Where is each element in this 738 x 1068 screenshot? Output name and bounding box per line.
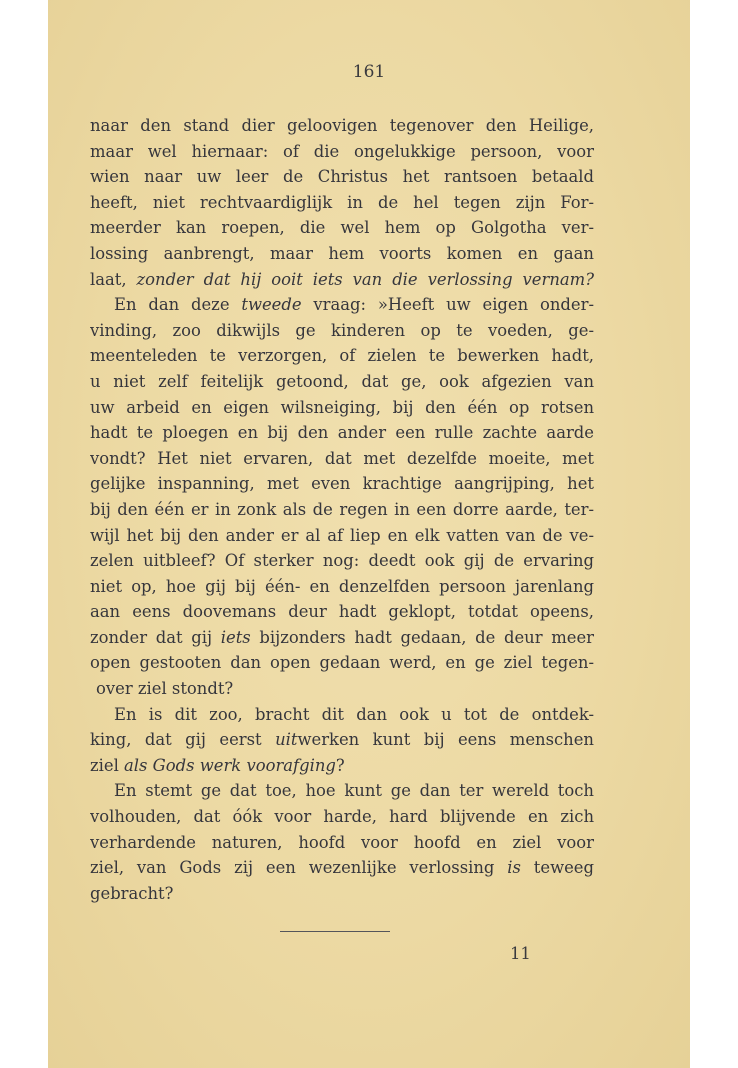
book-page (48, 0, 690, 1068)
text-line (90, 497, 594, 523)
text-run: u niet zelf feitelijk getoond, dat ge, ook afgezien van (90, 371, 594, 391)
text-line (90, 420, 594, 446)
text-run: niet op, hoe gij bij één- en denzelfden persoon jarenlang (90, 576, 594, 596)
text-run: naar den stand dier geloovigen tegenover den Heilige, (90, 116, 594, 135)
text-line (90, 343, 594, 369)
text-line (90, 471, 594, 497)
text-run: lossing aanbrengt, maar hem voorts komen en gaan (90, 243, 594, 263)
text-run: open gestooten dan open gedaan werd, en ge ziel tegen- (90, 653, 594, 673)
italic-text: uit (275, 730, 298, 750)
text-run: ? (335, 755, 345, 775)
text-run: vondt? Het niet ervaren, dat met dezelfde moeite, met (90, 448, 594, 468)
text-line (90, 574, 594, 600)
section-divider (280, 931, 390, 932)
text-line (90, 215, 594, 241)
text-run: meerder kan roepen, die wel hem op Golgotha ver- (90, 218, 594, 238)
text-run: bij den één er in zonk als de regen in een dorre aarde, ter- (90, 499, 594, 519)
text-run: verhardende naturen, hoofd voor hoofd en ziel voor (90, 832, 594, 852)
text-run: wijl het bij den ander er al af liep en elk vatten van de ve- (90, 525, 594, 545)
text-run: wien naar uw leer de Christus het rantsoen betaald (90, 167, 594, 187)
text-run: vraag: »Heeft uw eigen onder- (301, 295, 594, 315)
italic-text: is (507, 858, 521, 878)
text-line (90, 753, 594, 779)
text-run: ziel (90, 755, 125, 775)
text-run: maar wel hiernaar: of die ongelukkige persoon, voor (90, 141, 594, 161)
text-run: vinding, zoo dikwijls ge kinderen op te voeden, ge- (90, 320, 594, 340)
text-line (90, 164, 594, 190)
text-run: zelen uitbleef? Of sterker nog: deedt ook gij de ervaring (90, 551, 594, 571)
text-line (90, 318, 594, 344)
text-line (90, 190, 594, 216)
printer-signature-mark: 11 (510, 944, 531, 963)
text-run: En dan deze (114, 295, 242, 315)
text-run: ziel, van Gods zij een wezenlijke verlossing (90, 858, 508, 878)
text-run: bijzonders hadt gedaan, de deur meer (250, 627, 594, 647)
text-run: gelijke inspanning, met even krachtige aangrijping, het (90, 474, 594, 494)
text-line (90, 548, 594, 574)
text-run: En stemt ge dat toe, hoe kunt ge dan ter wereld toch (114, 781, 594, 801)
text-run: uw arbeid en eigen wilsneiging, bij den één op rotsen (90, 397, 594, 417)
text-line (90, 369, 594, 395)
text-line (90, 676, 594, 702)
text-run: En is dit zoo, bracht dit dan ook u tot de ontdek- (114, 704, 594, 724)
text-run: laat, (90, 269, 137, 289)
text-line (90, 267, 594, 293)
italic-text: als Gods werk voorafging (124, 755, 336, 775)
text-line (90, 881, 594, 907)
text-line (90, 650, 594, 676)
text-line (90, 599, 594, 625)
text-line (90, 446, 594, 472)
body-text (90, 113, 594, 906)
page-number: 161 (352, 62, 386, 82)
italic-text: tweede (241, 295, 302, 315)
text-line (90, 855, 594, 881)
italic-text: zonder dat hij ooit iets van die verlossing vernam? (136, 269, 594, 289)
text-run: meenteleden te verzorgen, of zielen te bewerken hadt, (90, 346, 594, 366)
italic-text: iets (220, 627, 251, 647)
text-line (90, 702, 594, 728)
text-run: teweeg (520, 858, 594, 878)
text-line (90, 395, 594, 421)
text-line (90, 778, 594, 804)
text-run: heeft, niet rechtvaardiglijk in de hel tegen zijn For- (90, 192, 594, 212)
text-line (90, 727, 594, 753)
text-line (90, 139, 594, 165)
text-line (90, 830, 594, 856)
text-run: aan eens doovemans deur hadt geklopt, totdat opeens, (90, 602, 594, 622)
text-line (90, 523, 594, 549)
text-line (90, 625, 594, 651)
text-line (90, 804, 594, 830)
text-line (90, 241, 594, 267)
text-run: volhouden, dat óók voor harde, hard blijvende en zich (90, 807, 594, 827)
text-run: werken kunt bij eens menschen (297, 730, 594, 750)
text-run: king, dat gij eerst (90, 730, 276, 750)
text-run: gebracht? (90, 883, 174, 903)
text-run: over ziel stondt? (96, 679, 234, 699)
text-run: hadt te ploegen en bij den ander een rulle zachte aarde (90, 423, 594, 443)
text-run: zonder dat gij (90, 627, 221, 647)
text-line (90, 292, 594, 318)
text-line (90, 113, 594, 139)
